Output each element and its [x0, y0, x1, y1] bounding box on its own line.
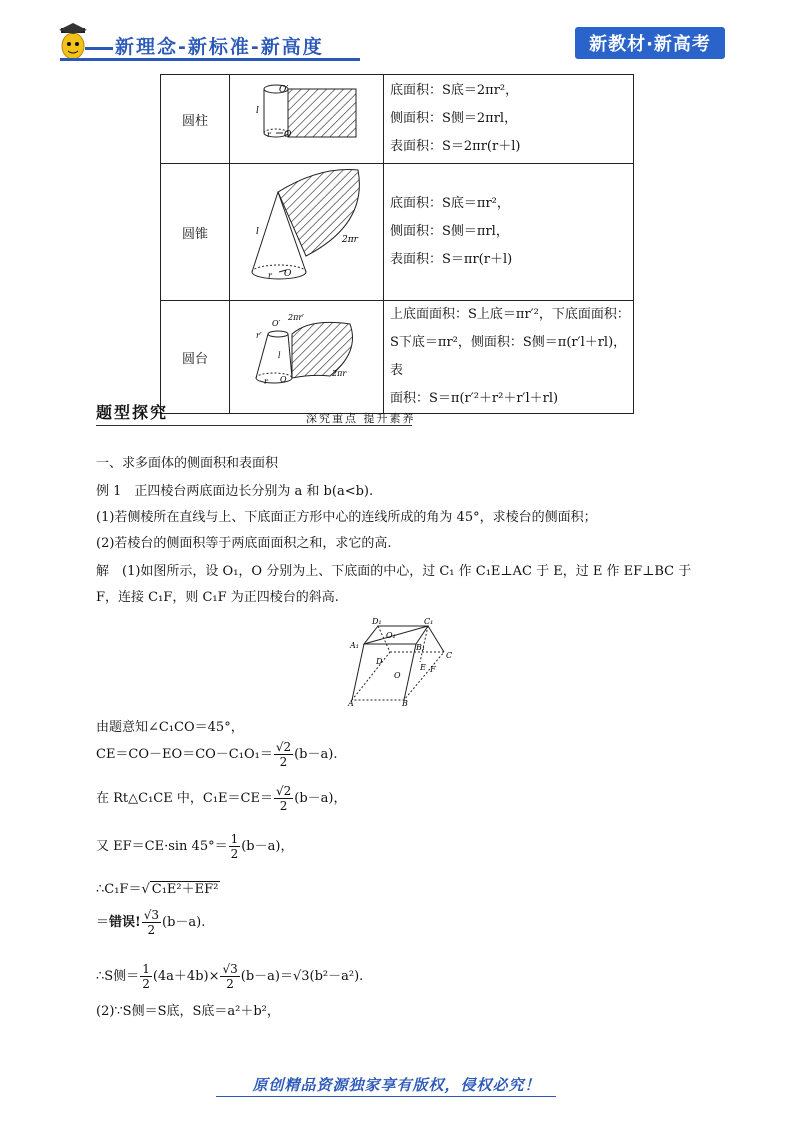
step-text: 在 Rt△C₁CE 中，C₁E＝CE＝ — [96, 791, 273, 806]
header-badge: 新教材·新高考 — [575, 27, 725, 59]
section-title: 题型探究 — [96, 403, 169, 422]
copyright-footer: 原创精品资源独家享有版权，侵权必究！ — [252, 1076, 541, 1094]
example-line: 例 1 正四棱台两底面边长分别为 a 和 b(a<b). — [96, 484, 374, 499]
step-text: (b－a)， — [241, 839, 294, 854]
page-header — [0, 0, 793, 70]
figure-label: O′ — [272, 319, 281, 328]
radical: C₁E²＋EF² — [151, 882, 219, 897]
figure-label: r — [267, 130, 271, 139]
step-text: (b－a)， — [294, 791, 347, 806]
footer-rule — [216, 1096, 556, 1097]
solution-line: F，连接 C₁F，则 C₁F 为正四棱台的斜高. — [96, 590, 339, 605]
fraction: $\frac{√3}{2}$ — [222, 962, 238, 991]
figure-label: E — [420, 663, 426, 672]
formula-line: 上底面面积：S上底＝πr′²，下底面面积： — [390, 307, 630, 322]
figure-label: A — [348, 699, 354, 706]
main-content — [96, 400, 716, 1019]
figure-label: 2πr — [332, 369, 347, 378]
frustum-figure — [230, 301, 384, 414]
shape-name: 圆台 — [161, 301, 230, 414]
step-text: ＝ — [96, 915, 110, 930]
step-text: 又 EF＝CE·sin 45°＝ — [96, 839, 228, 854]
figure-label: l — [256, 227, 259, 237]
table-row — [161, 164, 634, 301]
figure-label: r — [268, 271, 272, 280]
figure-label: C — [446, 651, 453, 660]
figure-label: O — [394, 671, 401, 680]
fraction: $\frac{1}{2}$ — [142, 962, 150, 991]
step-text: ∴S侧＝ — [96, 969, 140, 984]
cylinder-figure — [230, 75, 384, 164]
formula-line: 面积：S＝π(r′²＋r²＋r′l＋rl) — [390, 391, 559, 406]
frustum-formulas — [384, 301, 634, 414]
figure-label: l — [278, 351, 281, 360]
shape-name: 圆柱 — [161, 75, 230, 164]
formula-line: 底面积：S底＝2πr²， — [390, 83, 519, 98]
brand-slogan: 新理念-新标准-新高度 — [115, 36, 324, 58]
figure-label: 2πr — [342, 235, 358, 245]
figure-label: D — [376, 657, 383, 666]
formula-line: 表面积：S＝2πr(r＋l) — [390, 139, 521, 154]
formula-line: S下底＝πr²，侧面积：S侧＝π(r′l＋rl)，表 — [390, 335, 627, 378]
formula-line: 侧面积：S侧＝πrl， — [390, 224, 509, 239]
section-header — [96, 400, 716, 432]
figure-label: r′ — [256, 331, 262, 340]
figure-label: B₁ — [416, 643, 426, 652]
table-row — [161, 75, 634, 164]
step-line — [96, 962, 363, 991]
step-line — [96, 784, 346, 813]
step-text: CE＝CO－EO＝CO－C₁O₁＝ — [96, 747, 273, 762]
figure-label: O′ — [279, 85, 289, 95]
step-text: ∴C₁F＝ — [96, 882, 142, 897]
figure-label: O₁ — [386, 631, 396, 640]
cone-formulas — [384, 164, 634, 301]
frustum-prism-figure — [346, 614, 456, 706]
formula-line: 侧面积：S侧＝2πrl， — [390, 111, 518, 126]
step-text: (4a＋4b)× — [152, 969, 220, 984]
figure-label: l — [256, 106, 259, 116]
formula-line: 底面积：S底＝πr²， — [390, 196, 510, 211]
formula-table — [160, 74, 634, 414]
step-line — [96, 740, 337, 769]
step-line: ∴C₁F＝√ C₁E²＋EF² — [96, 882, 219, 897]
cylinder-formulas — [384, 75, 634, 164]
step-line: 由题意知∠C₁CO＝45°， — [96, 720, 244, 735]
question-2: (2)若棱台的侧面积等于两底面面积之和，求它的高. — [96, 536, 392, 551]
step-line — [96, 832, 293, 861]
step-text: (b－a). — [294, 747, 338, 762]
header-rule — [60, 58, 360, 61]
section-rule — [96, 425, 412, 426]
figure-label: r — [264, 377, 268, 386]
error-text: 错误! — [109, 915, 141, 930]
shape-name: 圆锥 — [161, 164, 230, 301]
cone-figure — [230, 164, 384, 301]
figure-label: O — [280, 375, 287, 384]
fraction: $\frac{√3}{2}$ — [143, 908, 160, 937]
table-row — [161, 301, 634, 414]
fraction: $\frac{1}{2}$ — [230, 832, 239, 861]
question-1: (1)若侧棱所在直线与上、下底面正方形中心的连线所成的角为 45°，求棱台的侧面积； — [96, 510, 597, 525]
step-text: (b－a). — [162, 915, 206, 930]
step-line: (2)∵S侧＝S底，S底＝a²＋b²， — [96, 1004, 280, 1019]
figure-label: O — [284, 130, 292, 140]
figure-label: D₁ — [372, 617, 382, 626]
figure-label: O — [284, 269, 292, 279]
heading-line: 一、求多面体的侧面积和表面积 — [96, 456, 279, 471]
figure-label: F — [430, 665, 436, 674]
figure-label: C₁ — [424, 617, 434, 626]
step-text: (b－a)＝√3(b²－a²). — [240, 969, 364, 984]
section-subtitle: 深究重点 提升素养 — [306, 412, 416, 425]
figure-label: A₁ — [350, 641, 359, 650]
fraction: $\frac{√2}{2}$ — [275, 784, 292, 813]
fraction: $\frac{√2}{2}$ — [275, 740, 292, 769]
solution-line: 解 (1)如图所示，设 O₁，O 分别为上、下底面的中心，过 C₁ 作 C₁E⊥AC 于 E，过 E 作 EF⊥BC 于 — [96, 564, 692, 579]
figure-label: 2πr′ — [288, 313, 304, 322]
formula-line: 表面积：S＝πr(r＋l) — [390, 252, 513, 267]
step-line — [96, 908, 205, 937]
figure-label: B — [402, 699, 408, 706]
